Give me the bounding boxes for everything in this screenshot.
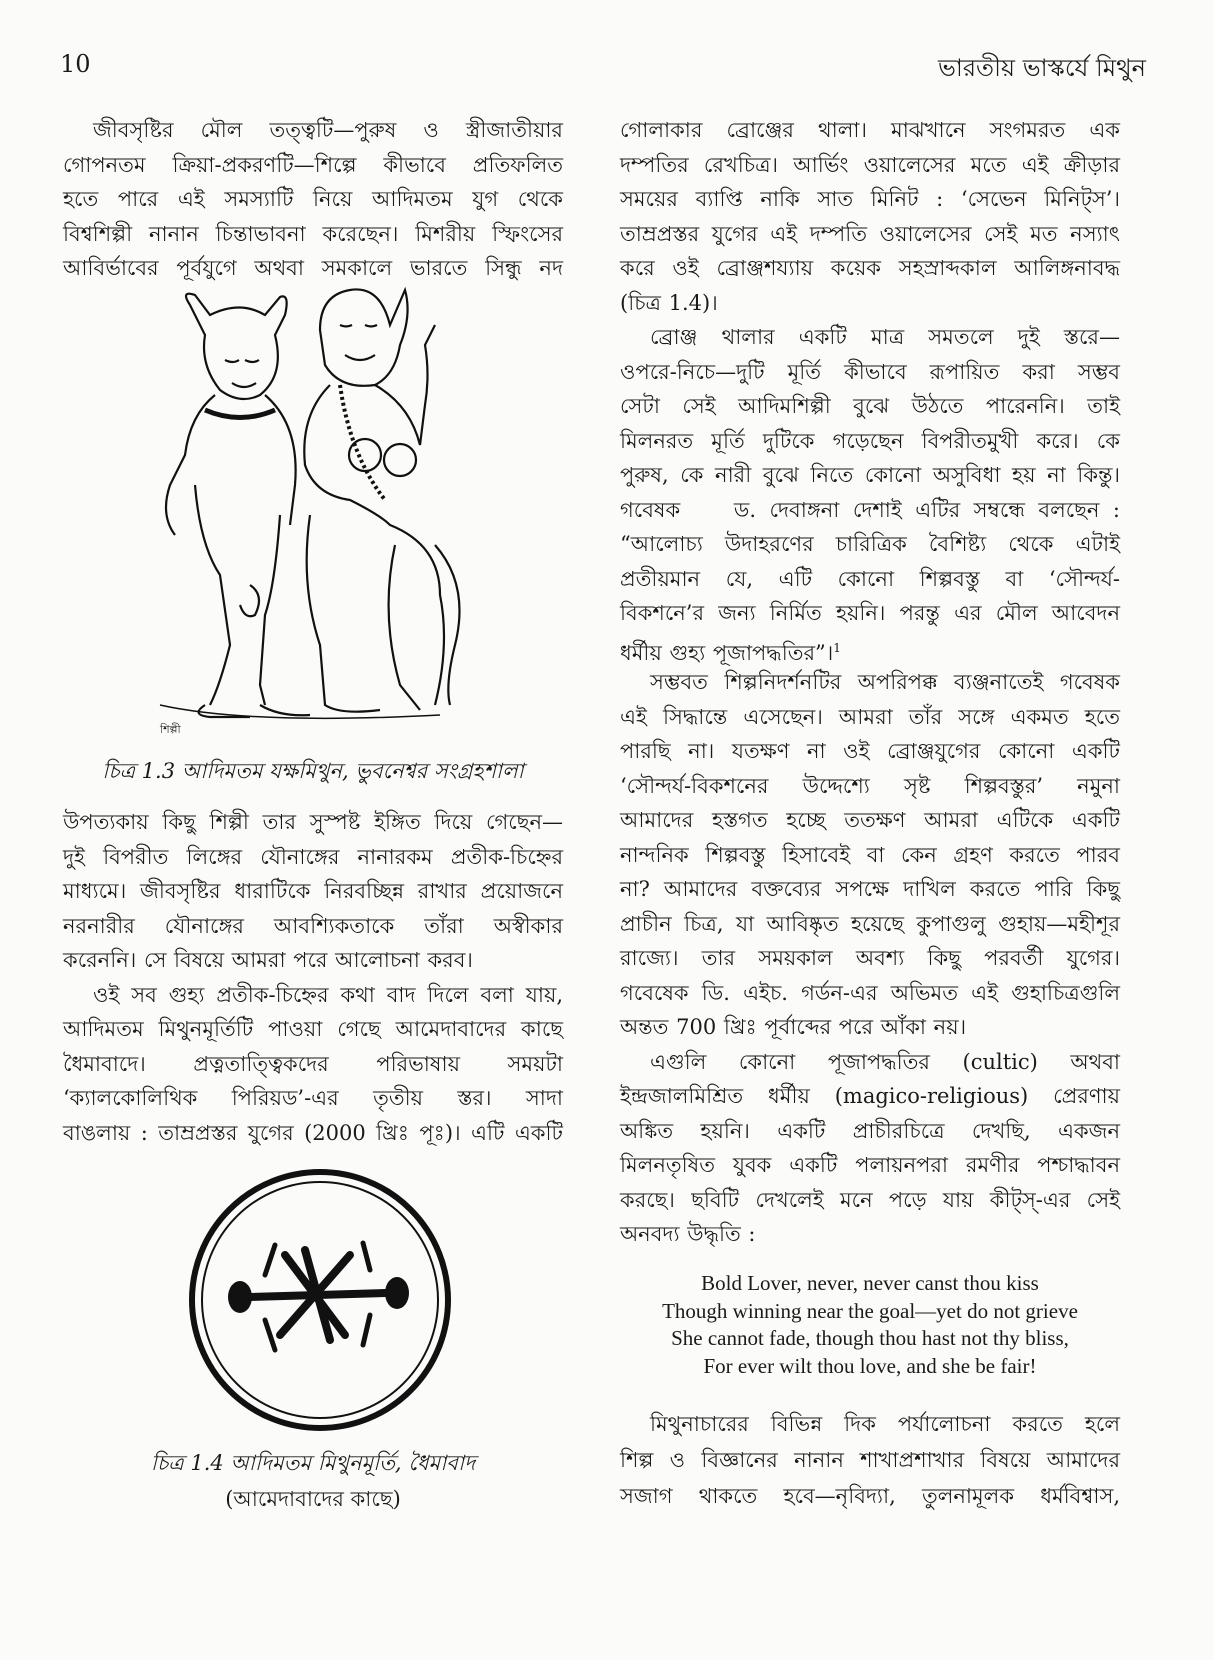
text-line: (চিত্র 1.4)। (620, 290, 718, 315)
text-line: শিল্প ও বিজ্ঞানের নানান শাখাপ্রশাখার বিষয়ে আমাদের (620, 1448, 1120, 1472)
page-number: 10 (60, 50, 91, 78)
text-line: হতে পারে এই সমস্যাটি নিয়ে আদিমতম যুগ থেকে (63, 187, 563, 211)
text-line: না? আমাদের বক্তব্যের সপক্ষে দাখিল করতে পারি কিছু (620, 877, 1120, 901)
text-line: করেননি। সে বিষয়ে আমরা পরে আলোচনা করব। (63, 948, 473, 972)
poem-line: She cannot fade, though thou hast not thy bliss, (671, 1326, 1069, 1350)
text-line: গোলাকার ব্রোঞ্জের থালা। মাঝখানে সংগমরত এক (620, 118, 1120, 142)
running-title: ভারতীয় ভাস্কর্যে মিথুন (938, 54, 1146, 82)
text-line: অন্তত 700 খ্রিঃ পূর্বাব্দের পরে আঁকা নয়। (620, 1015, 967, 1039)
text-line: করে ওই ব্রোঞ্জশয্যায় কয়েক সহস্রাব্দকাল আলিঙ্গনাবদ্ধ (620, 256, 1120, 280)
figure-1-4-bronze-plate-drawing (185, 1165, 455, 1435)
figure-1-4-caption (63, 1445, 563, 1517)
text-line: গবেষেক ডি. এইচ. গর্ডন-এর অভিমত এই গুহাচিত্রগুলি (620, 980, 1120, 1005)
text-line: বিশ্বশিল্পী নানান চিন্তাভাবনা করেছেন। মিশরীয় স্ফিংসের (63, 221, 563, 246)
text-line (620, 631, 1120, 666)
text-line: সম্ভবত শিল্পনিদর্শনটির অপরিপক্ক ব্যঞ্জনাতেই গবেষক (650, 670, 1120, 694)
figure-1-3-caption: চিত্র 1.3 আদিমতম যক্ষমিথুন, ভুবনেশ্বর সংগ্রহশালা (102, 759, 524, 783)
text-line: জীবসৃষ্টির মৌল তত্ত্বটি—পুরুষ ও স্ত্রীজাতীয়ার (93, 118, 563, 142)
keats-quotation (620, 1270, 1120, 1380)
text-line: সজাগ থাকতে হবে—নৃবিদ্যা, তুলনামূলক ধর্মবিশ্বাস, (620, 1484, 1120, 1508)
text-line: মিথুনাচারের বিভিন্ন দিক পর্যালোচনা করতে হলে (650, 1412, 1120, 1436)
text-line: দুই বিপরীত লিঙ্গের যৌনাঙ্গের নানারকম প্রতীক-চিহ্নের (63, 844, 563, 869)
text-line: পারছি না। যতক্ষণ না ওই ব্রোঞ্জযুগের কোনো একটি (620, 739, 1120, 763)
figure-1-3-yaksha-mithuna-drawing (150, 285, 490, 740)
text-line: সেটা সেই আদিমশিল্পী বুঝে উঠতে পারেননি। তাই (620, 394, 1120, 418)
text-line: নরনারীর যৌনাঙ্গের আবশ্যিকতাকে তাঁরা অস্বীকার (63, 913, 563, 938)
text-line: আবির্ভাবের পূর্বযুগে অথবা সমকালে ভারতে সিন্ধু নদ (63, 256, 563, 280)
text-line: ধৈমাবাদে। প্রত্নতাত্ত্বিকদের পরিভাষায় সময়টা (63, 1051, 563, 1076)
text-line: তাম্রপ্রস্তর যুগের এই দম্পতি ওয়ালেসের সেই মত নস্যাৎ (620, 221, 1120, 246)
left-para-2 (63, 805, 563, 1150)
artist-signature: শিল্পী (160, 723, 181, 736)
text-line: দম্পতির রেখচিত্র। আর্ভিং ওয়ালেসের মতে এই ক্রীড়ার (620, 152, 1120, 177)
text-line: ওই সব গুহ্য প্রতীক-চিহ্নের কথা বাদ দিলে বলা যায়, (93, 982, 563, 1007)
text-line: পুরুষ, কে নারী বুঝে নিতে কোনো অসুবিধা হয় না কিন্তু। (620, 463, 1120, 487)
text-line: অঙ্কিত হয়নি। একটি প্রাচীরচিত্রে দেখছি, একজন (620, 1118, 1120, 1143)
footnote-marker: 1 (833, 640, 841, 655)
text-line: এই সিদ্ধান্তে এসেছেন। আমরা তাঁর সঙ্গে একমত হতে (620, 704, 1120, 729)
text-line: ‘ক্যালকোলিথিক পিরিয়ড’-এর তৃতীয় স্তর। সাদা (63, 1086, 563, 1110)
poem-line: For ever wilt thou love, and she be fair! (703, 1353, 1037, 1378)
text-line: ব্রোঞ্জ থালার একটি মাত্র সমতলে দুই স্তরে— (650, 325, 1120, 349)
poem-line: Bold Lover, never, never canst thou kiss (701, 1271, 1039, 1295)
text-line: রাজ্যে। তার সময়কাল অবশ্য কিছু পরবর্তী যুগের। (620, 946, 1120, 970)
text-line: ইন্দ্রজালমিশ্রিত ধর্মীয় (magico-religious) প্রেরণায় (620, 1084, 1120, 1108)
text-line: বিকশনে’র জন্য নির্মিত হয়নি। পরন্তু এর মৌল আবেদন (620, 601, 1120, 625)
text-line: উপত্যকায় কিছু শিল্পী তার সুস্পষ্ট ইঙ্গিত দিয়ে গেছেন— (63, 810, 563, 834)
text-line: বাঙলায় : তাম্রপ্রস্তর যুগের (2000 খ্রিঃ পূঃ)। এটি একটি (63, 1120, 563, 1145)
quote-end: ধর্মীয় গুহ্য পূজাপদ্ধতির”। (620, 640, 834, 665)
caption-line: চিত্র 1.4 আদিমতম মিথুনমূর্তি, ধৈমাবাদ (150, 1451, 476, 1475)
caption-line: (আমেদাবাদের কাছে) (225, 1487, 401, 1511)
text-line: অনবদ্য উদ্ধৃতি : (620, 1222, 756, 1246)
text-line: ‘সৌন্দর্য-বিকশনের উদ্দেশ্যে সৃষ্ট শিল্পবস্তুর’ নমুনা (620, 773, 1120, 798)
text-line: আদিমতম মিথুনমূর্তিটি পাওয়া গেছে আমেদাবাদের কাছে (63, 1017, 563, 1041)
right-column-text (620, 113, 1120, 1252)
text-line: গোপনতম ক্রিয়া-প্রকরণটি—শিল্পে কীভাবে প্রতিফলিত (63, 152, 563, 177)
text-line: ওপরে-নিচে—দুটি মূর্তি কীভাবে রূপায়িত করা সম্ভব (620, 359, 1120, 384)
text-line: আমাদের হস্তগত হচ্ছে ততক্ষণ আমরা এটিকে একটি (620, 808, 1120, 832)
poem-line: Though winning near the goal—yet do not grieve (662, 1298, 1078, 1323)
text-line: করছে। ছবিটি দেখলেই মনে পড়ে যায় কীট্স্-এর সেই (620, 1187, 1120, 1212)
text-line: এগুলি কোনো পূজাপদ্ধতির (cultic) অথবা (650, 1049, 1120, 1074)
right-para-5 (620, 1406, 1120, 1514)
text-line: “আলোচ্য উদাহরণের চারিত্রিক বৈশিষ্ট্য থেকে এটাই (620, 532, 1120, 556)
text-line: মাধ্যমে। জীবসৃষ্টির ধারাটিকে নিরবচ্ছিন্ন রাখার প্রয়োজনে (63, 879, 563, 903)
text-line: গবেষক ড. দেবাঙ্গনা দেশাই এটির সম্বন্ধে বলছেন : (620, 497, 1120, 522)
text-line: নান্দনিক শিল্পবস্তু হিসাবেই বা কেন গ্রহণ করতে পারব (620, 842, 1120, 867)
text-line: প্রাচীন চিত্র, যা আবিষ্কৃত হয়েছে কুপাগুলু গুহায়—মহীশূর (620, 911, 1120, 936)
text-line: মিলনরত মূর্তি দুটিকে গড়েছেন বিপরীতমুখী করে। কে (620, 428, 1120, 453)
left-para-1 (63, 113, 563, 286)
text-line: প্রতীয়মান যে, এটি কোনো শিল্পবস্তু বা ‘সৌন্দর্য- (620, 566, 1120, 591)
text-line: মিলনতৃষিত যুবক একটি পলায়নপরা রমণীর পশ্চাদ্ধাবন (620, 1153, 1120, 1177)
text-line: সময়ের ব্যাপ্তি নাকি সাত মিনিট : ‘সেভেন মিনিট্স’। (620, 187, 1120, 211)
